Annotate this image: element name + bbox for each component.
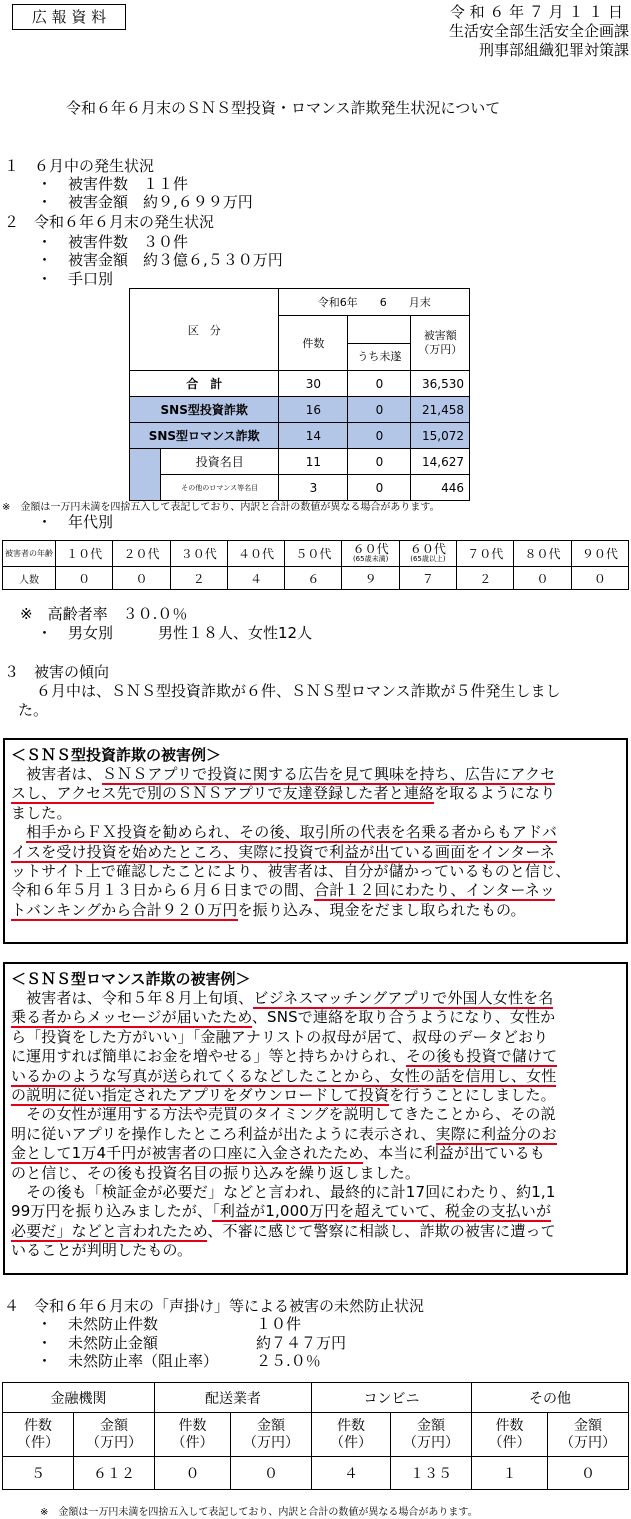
count-cell: ９	[342, 567, 399, 590]
age-label: 年代別	[68, 513, 114, 531]
investment-case-heading: ＜ＳＮＳ型投資詐欺の被害例＞	[11, 746, 222, 764]
count-cell: ２	[457, 567, 514, 590]
count-cell: ２	[170, 567, 227, 590]
table-row	[130, 397, 470, 423]
bullet: ・	[37, 513, 53, 531]
cell: ０	[231, 1457, 312, 1490]
group-header: その他	[472, 1383, 629, 1413]
cell: 15,072	[411, 423, 470, 449]
group-header: 配送業者	[155, 1383, 312, 1413]
cell: ５	[3, 1457, 74, 1490]
row-label: その他のロマンス等名目	[161, 475, 279, 501]
bullet: ・	[37, 1315, 53, 1333]
sec1-cases: 被害件数 １１件	[68, 175, 189, 193]
rounding-note: ※ 金額は一万円未満を四捨五入して表記しており、内訳と合計の数値が異なる場合があります。	[2, 502, 440, 513]
count-cell: ６	[285, 567, 342, 590]
department-2: 刑事部組織犯罪対策課	[478, 41, 629, 59]
count-cell: ７	[399, 567, 456, 590]
age-cell: ６０代 (65歳未満)	[342, 541, 399, 567]
text-line: のと信じ、その後も投資名目の振り込みを繰り返しました。	[11, 1163, 421, 1182]
cell: 0	[348, 371, 411, 397]
cell: １３５	[391, 1457, 472, 1490]
text-line: ら「投資をした方がいい」「金融アナリストの叔母が居て、叔母のデータどおり	[11, 1027, 549, 1046]
section-4-heading: ４ 令和６年６月末の「声掛け」等による被害の未然防止状況	[4, 1297, 425, 1315]
table-row	[3, 1457, 629, 1490]
text-line: 99万円を振り込みましたが、「利益が1,000万円を超えていて、税金の支払いが	[11, 1202, 552, 1221]
cell: 0	[348, 397, 411, 423]
investment-case-text	[11, 765, 620, 920]
section-3-heading: ３ 被害の傾向	[4, 663, 110, 681]
prevention-table	[2, 1382, 629, 1490]
indent-cell	[130, 449, 161, 501]
cell: 30	[279, 371, 348, 397]
prevention-value: ２５.０％	[256, 1352, 321, 1370]
cases-col-header: 件数 （件）	[472, 1413, 548, 1457]
age-cell: １０代	[56, 541, 113, 567]
cell: 446	[411, 475, 470, 501]
period-header: 令和6年 6 月末	[279, 289, 470, 316]
count-cell: ０	[56, 567, 113, 590]
prevention-label: 未然防止率（阻止率）	[68, 1352, 219, 1370]
row-label: SNS型ロマンス詐欺	[130, 423, 279, 449]
count-cell: ０	[571, 567, 628, 590]
count-cell: ０	[113, 567, 170, 590]
cases-col-header: 件数 （件）	[155, 1413, 231, 1457]
amount-header-cell	[411, 316, 470, 371]
text-line: 相手からＦＸ投資を勧められ、その後、取引所の代表を名乗る者からもアドバ	[26, 823, 558, 842]
sec2-cases: 被害件数 ３０件	[68, 233, 189, 251]
bullet: ・	[37, 193, 53, 211]
bullet: ・	[37, 175, 53, 193]
rounding-note-bottom: ※ 金額は一万円未満を四捨五入して表記しており、内訳と合計の数値が異なる場合があります。	[40, 1507, 478, 1518]
text-line: いることが判明したもの。	[11, 1241, 193, 1260]
age-cell: ４０代	[227, 541, 284, 567]
cell: 16	[279, 397, 348, 423]
cell: 0	[348, 475, 411, 501]
age-cell: ５０代	[285, 541, 342, 567]
cases-header: 件数	[279, 316, 348, 371]
romance-case-box	[3, 962, 628, 1275]
text-line: に運用すれば簡単にお金を増やせる」等と持ちかけられ、その後も投資で儲けて	[11, 1047, 558, 1066]
amount-col-header: 金額 （万円）	[548, 1413, 629, 1457]
amount-col-header: 金額 （万円）	[231, 1413, 312, 1457]
bullet: ・	[37, 251, 53, 269]
cases-col-header: 件数 （件）	[312, 1413, 391, 1457]
trend-line-2: た。	[18, 701, 49, 719]
age-cell: ７０代	[457, 541, 514, 567]
text-line: 明に従いアプリを操作したところ利益が出たように表示され、実際に利益分のお	[11, 1124, 557, 1143]
row-label: 合 計	[130, 371, 279, 397]
table-row	[130, 475, 470, 501]
amount-col-header: 金額 （万円）	[391, 1413, 472, 1457]
trend-line-1: ６月中は、ＳＮＳ型投資詐欺が６件、ＳＮＳ型ロマンス詐欺が５件発生しまし	[36, 682, 561, 700]
text-line: ットサイト上で確認したことにより、被害者は、自分が儲かっているものと信じ、	[11, 862, 571, 881]
row-label: 投資名目	[161, 449, 279, 475]
amount-col-header: 金額 （万円）	[74, 1413, 155, 1457]
age-row-header: 被害者の年齢	[3, 541, 56, 567]
age-cell: ９０代	[571, 541, 628, 567]
prevention-label: 未然防止件数	[68, 1315, 159, 1333]
prevention-value: １０件	[256, 1315, 302, 1333]
romance-case-text	[11, 989, 620, 1261]
cell: ０	[548, 1457, 629, 1490]
count-cell: ４	[227, 567, 284, 590]
age-cell: ２０代	[113, 541, 170, 567]
bullet: ・	[37, 1334, 53, 1352]
romance-case-heading: ＜ＳＮＳ型ロマンス詐欺の被害例＞	[11, 970, 251, 988]
age-table	[2, 540, 629, 590]
text-line: その女性が運用する方法や売買のタイミングを説明してきたことから、その説	[11, 1105, 556, 1124]
amount-header: 被害額	[423, 329, 457, 342]
text-line: いるかのような写真が送られてくるなどしたことから、女性の話を信用し、女性	[11, 1066, 557, 1085]
text-line: 必要だ」などと言われたため、不審に感じて警察に相談し、詐欺の被害に遭って	[11, 1221, 556, 1240]
cell: １	[472, 1457, 548, 1490]
bullet: ・	[37, 270, 53, 288]
section-2-heading: ２ 令和６年６月末の発生状況	[4, 213, 215, 231]
cell: ０	[155, 1457, 231, 1490]
department-1: 生活安全部生活安全企画課	[448, 22, 629, 40]
sec1-amount: 被害金額 約９,６９９万円	[68, 193, 253, 211]
page-title: 令和６年６月末のＳＮＳ型投資・ロマンス詐欺発生状況について	[66, 99, 501, 117]
prevention-value: 約７４７万円	[256, 1334, 347, 1352]
text-line: トバンキングから合計９２０万円を振り込み、現金をだまし取られたもの。	[11, 900, 526, 919]
investment-case-box	[3, 738, 628, 944]
cell: 21,458	[411, 397, 470, 423]
row-label: SNS型投資詐欺	[130, 397, 279, 423]
amount-unit: （万円）	[418, 343, 463, 356]
text-line: スし、アクセス先で別のＳＮＳアプリで友達登録した者と連絡を取るようになり	[11, 784, 556, 803]
cell: 0	[348, 423, 411, 449]
table-row	[130, 371, 470, 397]
text-line: ました。	[11, 803, 72, 822]
cell: 3	[279, 475, 348, 501]
bullet: ・	[37, 624, 53, 642]
cell: 14,627	[411, 449, 470, 475]
cell: ６１２	[74, 1457, 155, 1490]
text-line: の説明に従い指定されたアプリをダウンロードして投資を行うことにしました。	[11, 1086, 556, 1105]
sec2-amount: 被害金額 約３億６,５３０万円	[68, 251, 283, 269]
table-row	[130, 449, 470, 475]
cell: ４	[312, 1457, 391, 1490]
age-cell: ８０代	[514, 541, 571, 567]
text-line: その後も「検証金が必要だ」などと言われ、最終的に計17回にわたり、約1,1	[11, 1183, 556, 1202]
cell: 36,530	[411, 371, 470, 397]
prevention-label: 未然防止金額	[68, 1334, 159, 1352]
text-line: 金として1万4千円が被害者の口座に入金されたため、本当に利益が出ているも	[11, 1144, 545, 1163]
press-release-badge: 広 報 資 料	[12, 4, 126, 30]
text-line: 被害者は、令和５年８月上旬頃、ビジネスマッチングアプリで外国人女性を名	[11, 989, 554, 1007]
cell: 0	[348, 449, 411, 475]
release-date: 令 和 ６ 年 ７ 月 １ １ 日	[449, 3, 623, 21]
count-cell: ０	[514, 567, 571, 590]
age-cell: ３０代	[170, 541, 227, 567]
bullet: ・	[37, 1352, 53, 1370]
attempted-header-cell	[348, 316, 411, 371]
text-line: 令和６年５月１３日から６月６日までの間、合計１２回にわたり、インターネッ	[11, 881, 556, 900]
category-header: 区 分	[130, 289, 279, 371]
gender-breakdown: 男女別 男性１８人、女性12人	[68, 624, 313, 642]
section-1-heading: １ ６月中の発生状況	[4, 157, 155, 175]
method-table	[129, 288, 470, 501]
group-header: 金融機関	[3, 1383, 155, 1413]
cell: 11	[279, 449, 348, 475]
text-line: イスを受け投資を始めたところ、実際に投資で利益が出ている画面をインターネ	[11, 842, 555, 861]
cell: 14	[279, 423, 348, 449]
age-cell: ６０代 (65歳以上)	[399, 541, 456, 567]
table-row	[130, 423, 470, 449]
count-row-header: 人数	[3, 567, 56, 590]
group-header: コンビニ	[312, 1383, 472, 1413]
elderly-rate: ※ 高齢者率 ３０.０％	[20, 605, 188, 623]
text-line: 乗る者からメッセージが届いたため、SNSで連絡を取り合うようになり、女性か	[11, 1008, 556, 1027]
attempted-header: うち未遂	[348, 343, 410, 370]
cases-col-header: 件数 （件）	[3, 1413, 74, 1457]
method-label: 手口別	[68, 270, 114, 288]
bullet: ・	[37, 233, 53, 251]
text-line: 被害者は、ＳＮＳアプリで投資に関する広告を見て興味を持ち、広告にアクセ	[11, 765, 556, 783]
